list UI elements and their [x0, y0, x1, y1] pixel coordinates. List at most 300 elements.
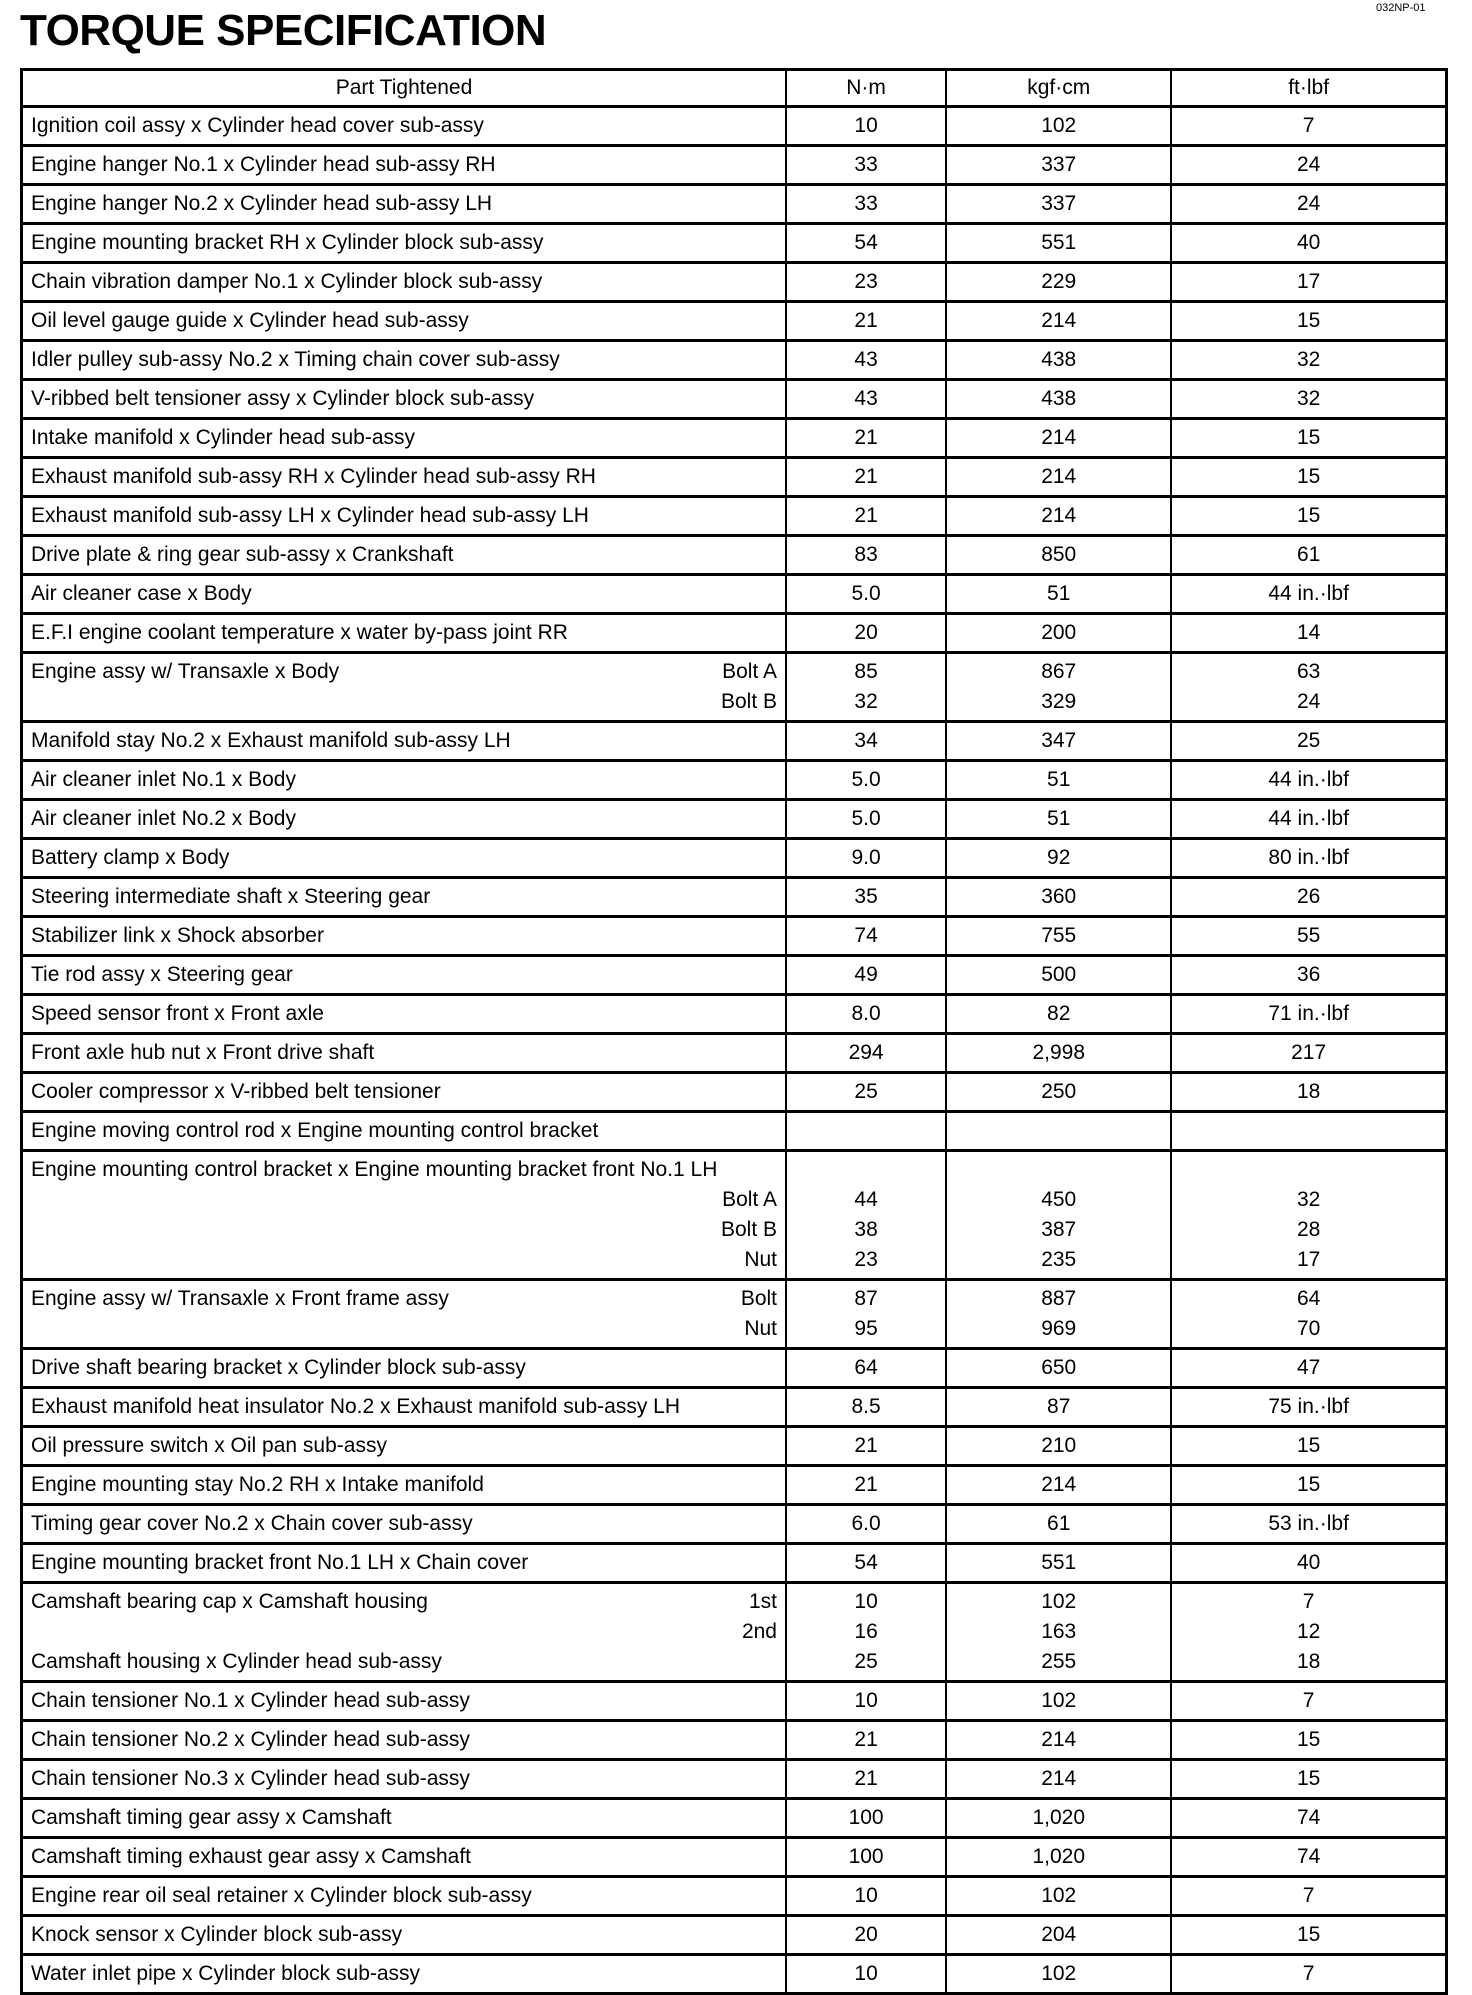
table-row	[22, 1073, 1447, 1112]
kgf-value: 87	[1047, 1395, 1071, 1418]
nm-value: 10	[854, 114, 878, 137]
ft-value: 15	[1296, 426, 1321, 449]
nm-cell	[786, 380, 946, 419]
kgfcm-cell	[946, 839, 1171, 878]
part-line	[31, 1725, 777, 1755]
part-name: Oil pressure switch x Oil pan sub-assy	[31, 1434, 387, 1457]
ft-value: 17	[1296, 270, 1321, 293]
kgf-value: 214	[1041, 426, 1077, 449]
table-row	[22, 1427, 1447, 1466]
kgf-value: 163	[1041, 1620, 1077, 1643]
part-cell	[22, 722, 787, 761]
part-line	[31, 1548, 777, 1578]
kgf-value: 214	[1041, 465, 1077, 488]
part-name: Engine moving control rod x Engine mounting control bracket	[31, 1119, 599, 1142]
kgfcm-cell	[946, 497, 1171, 536]
part-name: Drive plate & ring gear sub-assy x Crankshaft	[31, 543, 454, 566]
ft-value: 15	[1296, 309, 1321, 332]
ftlbf-cell	[1171, 1388, 1446, 1427]
nm-cell	[786, 1034, 946, 1073]
nm-value: 10	[854, 1884, 878, 1907]
part-name: Engine mounting control bracket x Engine mounting bracket front No.1 LH	[31, 1158, 718, 1181]
part-name: Water inlet pipe x Cylinder block sub-assy	[31, 1962, 421, 1985]
kgf-value: 102	[1041, 1590, 1077, 1613]
fastener-label: Bolt A	[722, 660, 777, 683]
table-row	[22, 956, 1447, 995]
nm-cell	[786, 341, 946, 380]
nm-cell	[786, 263, 946, 302]
ft-value: 15	[1296, 1473, 1321, 1496]
nm-cell	[786, 1916, 946, 1955]
part-name: Manifold stay No.2 x Exhaust manifold sub-assy LH	[31, 729, 511, 752]
part-cell	[22, 1349, 787, 1388]
part-line	[31, 1842, 777, 1872]
nm-value: 83	[854, 543, 878, 566]
part-line	[31, 150, 777, 180]
kgf-value: 200	[1041, 621, 1077, 644]
table-row	[22, 458, 1447, 497]
kgf-value: 1,020	[1032, 1845, 1086, 1868]
nm-cell	[786, 1505, 946, 1544]
part-cell	[22, 497, 787, 536]
nm-cell	[786, 1721, 946, 1760]
kgfcm-cell	[946, 1955, 1171, 1994]
ftlbf-cell	[1171, 263, 1446, 302]
ftlbf-cell	[1171, 224, 1446, 263]
part-line	[31, 1392, 777, 1422]
table-row	[22, 761, 1447, 800]
part-cell	[22, 380, 787, 419]
nm-cell	[786, 1388, 946, 1427]
part-cell	[22, 1151, 787, 1280]
part-line	[31, 267, 777, 297]
part-cell	[22, 575, 787, 614]
ft-value: 24	[1296, 690, 1321, 713]
part-line	[31, 345, 777, 375]
nm-value: 33	[854, 153, 878, 176]
table-row	[22, 263, 1447, 302]
table-row	[22, 1721, 1447, 1760]
header-nm: N·m	[786, 70, 946, 107]
table-row	[22, 497, 1447, 536]
nm-cell	[786, 653, 946, 722]
part-line	[31, 1617, 777, 1647]
kgf-value: 347	[1041, 729, 1077, 752]
ft-value: 217	[1291, 1041, 1327, 1064]
part-cell	[22, 761, 787, 800]
nm-value: 21	[854, 1473, 878, 1496]
table-header-row	[22, 70, 1447, 107]
ft-value: 32	[1296, 1188, 1321, 1211]
torque-table	[20, 68, 1448, 1995]
part-cell	[22, 839, 787, 878]
ft-value	[1180, 1116, 1437, 1146]
part-line	[31, 501, 777, 531]
ft-value	[1180, 1155, 1437, 1185]
ft-value: 32	[1296, 348, 1321, 371]
part-line	[31, 1470, 777, 1500]
nm-value: 8.5	[851, 1395, 881, 1418]
ftlbf-cell	[1171, 1466, 1446, 1505]
ftlbf-cell	[1171, 1760, 1446, 1799]
fastener-label: Bolt	[740, 1287, 777, 1310]
kgf-value: 102	[1041, 1884, 1077, 1907]
nm-value: 21	[854, 1434, 878, 1457]
ftlbf-cell	[1171, 107, 1446, 146]
part-name: Tie rod assy x Steering gear	[31, 963, 293, 986]
nm-value: 32	[854, 690, 878, 713]
table-row	[22, 1760, 1447, 1799]
ftlbf-cell	[1171, 995, 1446, 1034]
part-line	[31, 882, 777, 912]
nm-value: 74	[854, 924, 878, 947]
ft-value: 63	[1296, 660, 1321, 683]
kgf-value: 229	[1041, 270, 1077, 293]
part-name: Timing gear cover No.2 x Chain cover sub-assy	[31, 1512, 473, 1535]
ftlbf-cell	[1171, 458, 1446, 497]
kgf-value: 214	[1041, 1767, 1077, 1790]
table-row	[22, 1034, 1447, 1073]
ftlbf-cell	[1171, 800, 1446, 839]
nm-value: 54	[854, 1551, 878, 1574]
part-line	[31, 1764, 777, 1794]
kgfcm-cell	[946, 1760, 1171, 1799]
nm-cell	[786, 1583, 946, 1682]
nm-value: 21	[854, 1728, 878, 1751]
kgf-value: 438	[1041, 348, 1077, 371]
part-cell	[22, 185, 787, 224]
part-line	[31, 1587, 777, 1617]
nm-cell	[786, 1799, 946, 1838]
table-row	[22, 839, 1447, 878]
ftlbf-cell	[1171, 878, 1446, 917]
nm-cell	[786, 185, 946, 224]
kgfcm-cell	[946, 107, 1171, 146]
part-cell	[22, 1388, 787, 1427]
table-row	[22, 1682, 1447, 1721]
table-row	[22, 1349, 1447, 1388]
part-cell	[22, 107, 787, 146]
nm-cell	[786, 107, 946, 146]
table-row	[22, 302, 1447, 341]
part-name: Front axle hub nut x Front drive shaft	[31, 1041, 375, 1064]
kgfcm-cell	[946, 614, 1171, 653]
kgfcm-cell	[946, 1034, 1171, 1073]
kgfcm-cell	[946, 800, 1171, 839]
table-row	[22, 1151, 1447, 1280]
part-line	[31, 1803, 777, 1833]
kgfcm-cell	[946, 458, 1171, 497]
table-row	[22, 146, 1447, 185]
part-line	[31, 111, 777, 141]
nm-value: 5.0	[851, 768, 881, 791]
ftlbf-cell	[1171, 653, 1446, 722]
part-line	[31, 804, 777, 834]
nm-cell	[786, 1073, 946, 1112]
part-name: Chain vibration damper No.1 x Cylinder block sub-assy	[31, 270, 543, 293]
ft-value: 55	[1296, 924, 1321, 947]
nm-cell	[786, 995, 946, 1034]
part-name: Chain tensioner No.1 x Cylinder head sub-assy	[31, 1689, 470, 1712]
ftlbf-cell	[1171, 1682, 1446, 1721]
part-name: Engine hanger No.1 x Cylinder head sub-assy RH	[31, 153, 496, 176]
part-name: Engine mounting bracket RH x Cylinder block sub-assy	[31, 231, 544, 254]
ft-value: 40	[1296, 231, 1321, 254]
fastener-label: Bolt B	[720, 690, 777, 713]
ft-value: 24	[1296, 192, 1321, 215]
table-row	[22, 1838, 1447, 1877]
kgf-value: 850	[1041, 543, 1077, 566]
table-row	[22, 878, 1447, 917]
ft-value: 14	[1296, 621, 1321, 644]
part-cell	[22, 419, 787, 458]
nm-value: 21	[854, 1767, 878, 1790]
part-cell	[22, 1466, 787, 1505]
part-line	[31, 687, 777, 717]
nm-value: 21	[854, 426, 878, 449]
kgf-value: 102	[1041, 1962, 1077, 1985]
part-line	[31, 423, 777, 453]
ft-value: 24	[1296, 153, 1321, 176]
table-row	[22, 722, 1447, 761]
ft-value: 74	[1296, 1845, 1321, 1868]
ftlbf-cell	[1171, 419, 1446, 458]
part-cell	[22, 302, 787, 341]
part-cell	[22, 1838, 787, 1877]
nm-value: 64	[854, 1356, 878, 1379]
part-line	[31, 1155, 777, 1185]
fastener-label: Nut	[744, 1248, 777, 1271]
kgf-value: 551	[1041, 1551, 1077, 1574]
nm-value: 33	[854, 192, 878, 215]
ft-value: 18	[1296, 1080, 1321, 1103]
part-line	[31, 1314, 777, 1344]
kgfcm-cell	[946, 1151, 1171, 1280]
ftlbf-cell	[1171, 1583, 1446, 1682]
part-cell	[22, 341, 787, 380]
kgf-value: 755	[1041, 924, 1077, 947]
ft-value: 15	[1296, 1728, 1321, 1751]
table-row	[22, 1877, 1447, 1916]
ft-value: 7	[1302, 1962, 1315, 1985]
table-row	[22, 1955, 1447, 1994]
part-cell	[22, 263, 787, 302]
nm-cell	[786, 302, 946, 341]
kgf-value: 51	[1047, 807, 1071, 830]
kgfcm-cell	[946, 917, 1171, 956]
part-cell	[22, 1544, 787, 1583]
ft-value: 7	[1302, 1590, 1315, 1613]
ftlbf-cell	[1171, 1877, 1446, 1916]
part-cell	[22, 536, 787, 575]
ftlbf-cell	[1171, 614, 1446, 653]
kgfcm-cell	[946, 146, 1171, 185]
part-cell	[22, 917, 787, 956]
ftlbf-cell	[1171, 722, 1446, 761]
nm-value: 38	[854, 1218, 878, 1241]
part-line	[31, 1185, 777, 1215]
ft-value: 15	[1296, 1434, 1321, 1457]
part-cell	[22, 1034, 787, 1073]
ft-value: 44 in.·lbf	[1268, 768, 1349, 791]
kgfcm-cell	[946, 302, 1171, 341]
nm-value: 35	[854, 885, 878, 908]
part-line	[31, 1353, 777, 1383]
part-cell	[22, 458, 787, 497]
ftlbf-cell	[1171, 1721, 1446, 1760]
part-line	[31, 1920, 777, 1950]
kgf-value: 82	[1047, 1002, 1071, 1025]
nm-cell	[786, 224, 946, 263]
part-line	[31, 1038, 777, 1068]
part-name: Knock sensor x Cylinder block sub-assy	[31, 1923, 403, 1946]
part-line	[31, 1647, 777, 1677]
nm-value: 10	[854, 1962, 878, 1985]
ftlbf-cell	[1171, 1799, 1446, 1838]
part-line	[31, 384, 777, 414]
kgf-value: 1,020	[1032, 1806, 1086, 1829]
part-cell	[22, 1073, 787, 1112]
kgf-value: 214	[1041, 504, 1077, 527]
nm-value: 100	[848, 1806, 884, 1829]
fastener-label: Bolt B	[720, 1218, 777, 1241]
part-line	[31, 1686, 777, 1716]
ft-value: 61	[1296, 543, 1321, 566]
part-name: Camshaft timing gear assy x Camshaft	[31, 1806, 392, 1829]
document-code: 032NP-01	[1376, 2, 1426, 14]
part-name: E.F.I engine coolant temperature x water by-pass joint RR	[31, 621, 568, 644]
fastener-label: Bolt A	[722, 1188, 777, 1211]
kgfcm-cell	[946, 1073, 1171, 1112]
ft-value: 7	[1302, 114, 1315, 137]
kgfcm-cell	[946, 185, 1171, 224]
part-cell	[22, 1112, 787, 1151]
part-cell	[22, 146, 787, 185]
part-name: Battery clamp x Body	[31, 846, 230, 869]
ft-value: 7	[1302, 1884, 1315, 1907]
ftlbf-cell	[1171, 1034, 1446, 1073]
ftlbf-cell	[1171, 761, 1446, 800]
kgfcm-cell	[946, 761, 1171, 800]
table-row	[22, 653, 1447, 722]
kgfcm-cell	[946, 995, 1171, 1034]
nm-value	[795, 1155, 937, 1185]
part-cell	[22, 653, 787, 722]
nm-value: 34	[854, 729, 878, 752]
part-cell	[22, 1583, 787, 1682]
ft-value: 74	[1296, 1806, 1321, 1829]
kgfcm-cell	[946, 1112, 1171, 1151]
ftlbf-cell	[1171, 185, 1446, 224]
part-cell	[22, 878, 787, 917]
part-name: Stabilizer link x Shock absorber	[31, 924, 324, 947]
kgf-value: 438	[1041, 387, 1077, 410]
table-row	[22, 995, 1447, 1034]
part-name: Exhaust manifold sub-assy LH x Cylinder head sub-assy LH	[31, 504, 589, 527]
part-cell	[22, 1877, 787, 1916]
part-line	[31, 921, 777, 951]
table-row	[22, 380, 1447, 419]
nm-value: 21	[854, 465, 878, 488]
kgf-value: 337	[1041, 153, 1077, 176]
part-line	[31, 189, 777, 219]
nm-value: 21	[854, 309, 878, 332]
kgf-value: 969	[1041, 1317, 1077, 1340]
nm-cell	[786, 575, 946, 614]
nm-cell	[786, 1280, 946, 1349]
table-row	[22, 419, 1447, 458]
kgf-value: 2,998	[1032, 1041, 1086, 1064]
part-name: Oil level gauge guide x Cylinder head sub-assy	[31, 309, 469, 332]
part-name: Engine assy w/ Transaxle x Front frame assy	[31, 1287, 449, 1310]
nm-value	[795, 1116, 937, 1146]
nm-value: 5.0	[851, 582, 881, 605]
part-cell	[22, 800, 787, 839]
page-title: TORQUE SPECIFICATION	[20, 6, 547, 55]
nm-cell	[786, 761, 946, 800]
part-cell	[22, 1721, 787, 1760]
part-line	[31, 843, 777, 873]
part-name: Chain tensioner No.3 x Cylinder head sub-assy	[31, 1767, 470, 1790]
nm-value: 44	[854, 1188, 878, 1211]
nm-cell	[786, 878, 946, 917]
part-line	[31, 726, 777, 756]
ftlbf-cell	[1171, 575, 1446, 614]
kgfcm-cell	[946, 653, 1171, 722]
kgf-value: 214	[1041, 1473, 1077, 1496]
part-name: Air cleaner inlet No.1 x Body	[31, 768, 296, 791]
ftlbf-cell	[1171, 1916, 1446, 1955]
ftlbf-cell	[1171, 1427, 1446, 1466]
nm-cell	[786, 1151, 946, 1280]
nm-cell	[786, 146, 946, 185]
ft-value: 64	[1296, 1287, 1321, 1310]
part-line	[31, 618, 777, 648]
kgfcm-cell	[946, 1916, 1171, 1955]
ft-value: 36	[1296, 963, 1321, 986]
kgfcm-cell	[946, 878, 1171, 917]
kgfcm-cell	[946, 1505, 1171, 1544]
kgfcm-cell	[946, 1427, 1171, 1466]
nm-value: 20	[854, 1923, 878, 1946]
ftlbf-cell	[1171, 1073, 1446, 1112]
nm-value: 43	[854, 348, 878, 371]
kgfcm-cell	[946, 224, 1171, 263]
nm-cell	[786, 614, 946, 653]
nm-cell	[786, 1544, 946, 1583]
nm-value: 54	[854, 231, 878, 254]
kgf-value: 51	[1047, 768, 1071, 791]
nm-value: 25	[854, 1080, 878, 1103]
ft-value: 7	[1302, 1689, 1315, 1712]
kgfcm-cell	[946, 575, 1171, 614]
kgfcm-cell	[946, 1877, 1171, 1916]
kgf-value: 255	[1041, 1650, 1077, 1673]
nm-cell	[786, 1349, 946, 1388]
kgf-value: 102	[1041, 1689, 1077, 1712]
table-row	[22, 1388, 1447, 1427]
ftlbf-cell	[1171, 1280, 1446, 1349]
part-line	[31, 1245, 777, 1275]
part-cell	[22, 956, 787, 995]
kgf-value	[955, 1116, 1162, 1146]
table-body	[22, 107, 1447, 1994]
table-row	[22, 185, 1447, 224]
table-row	[22, 107, 1447, 146]
ftlbf-cell	[1171, 917, 1446, 956]
part-name: Engine mounting bracket front No.1 LH x Chain cover	[31, 1551, 529, 1574]
nm-value: 87	[854, 1287, 878, 1310]
